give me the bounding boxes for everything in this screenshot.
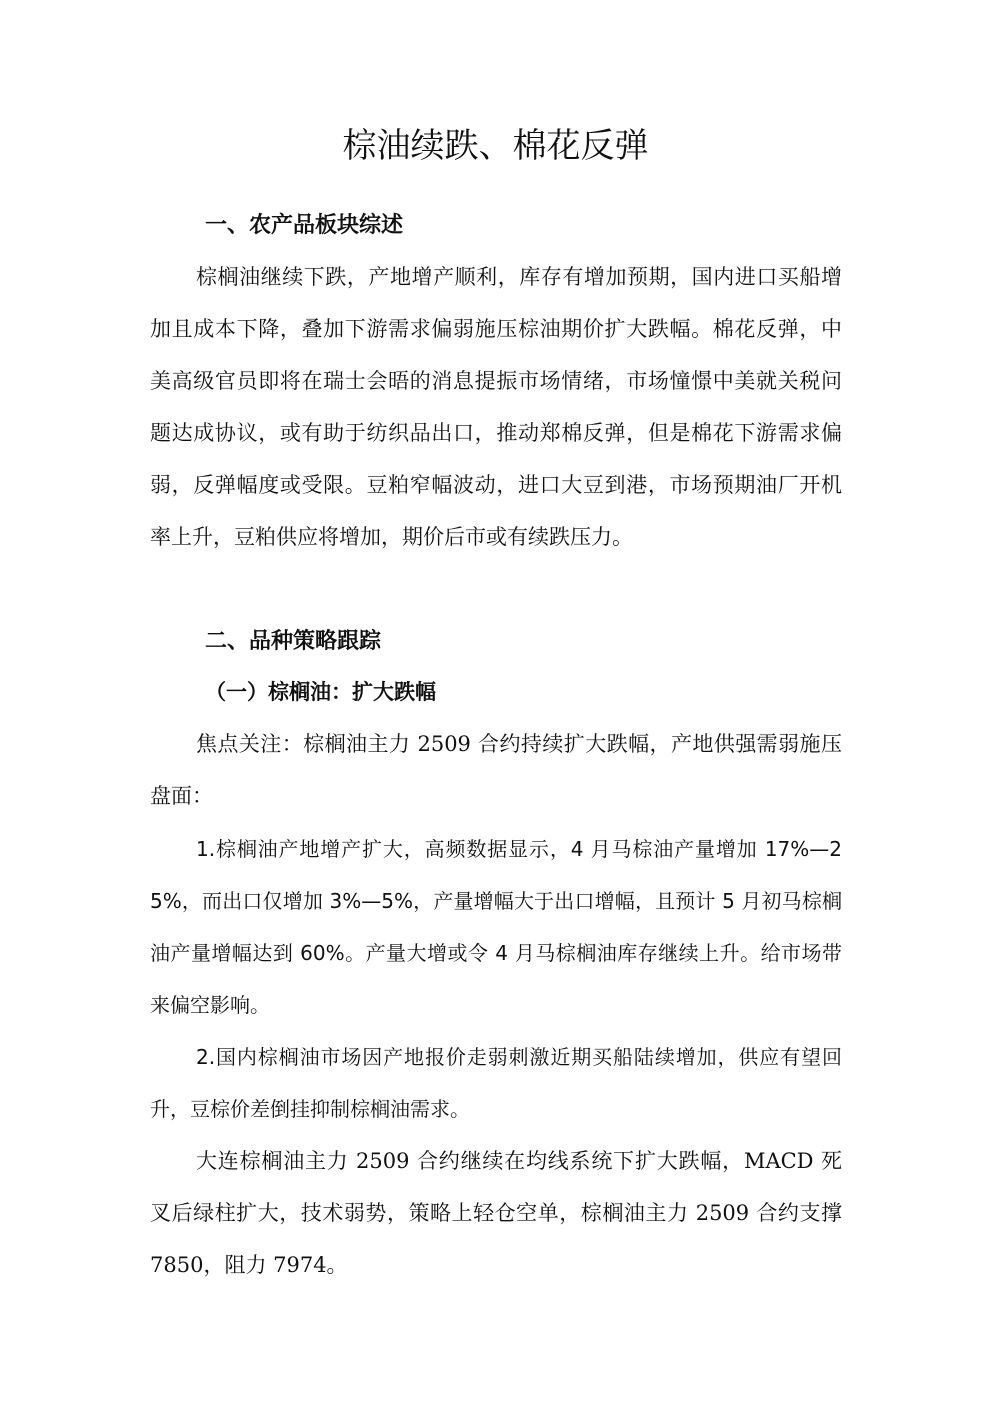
overview-paragraph: 棕榈油继续下跌，产地增产顺利，库存有增加预期，国内进口买船增加且成本下降，叠加下游需求偏弱施压棕油期价扩大跌幅。棉花反弹，中美高级官员即将在瑞士会晤的消息提振市场情绪，市场憧憬中美就关税问题达成协议，或有助于纺织品出口，推动郑棉反弹，但是棉花下游需求偏弱，反弹幅度或受限。豆粕窄幅波动，进口大豆到港，市场预期油厂开机率上升，豆粕供应将增加，期价后市或有续跌压力。 <box>150 265 842 549</box>
section-heading-strategy: 二、品种策略跟踪 <box>205 628 382 654</box>
page-title: 棕油续跌、棉花反弹 <box>342 126 649 166</box>
point-2-paragraph: 2.国内棕榈油市场因产地报价走弱刺激近期买船陆续增加，供应有望回升，豆棕价差倒挂抑制棕榈油需求。 <box>150 1045 842 1121</box>
focus-paragraph: 焦点关注：棕榈油主力 2509 合约持续扩大跌幅，产地供强需弱施压盘面： <box>150 732 842 808</box>
section-heading-overview: 一、农产品板块综述 <box>205 212 404 238</box>
strategy-paragraph: 大连棕榈油主力 2509 合约继续在均线系统下扩大跌幅，MACD 死叉后绿柱扩大，技术弱势，策略上轻仓空单，棕榈油主力 2509 合约支撑 7850，阻力 7974。 <box>150 1149 842 1277</box>
point-1-paragraph: 1.棕榈油产地增产扩大，高频数据显示，4 月马棕油产量增加 17%—25%，而出口仅增加 3%—5%，产量增幅大于出口增幅，且预计 5 月初马棕榈油产量增幅达到 60%。产量大增或令 4 月马棕榈油库存继续上升。给市场带来偏空影响。 <box>150 837 842 1017</box>
subsection-heading-palm-oil: （一）棕榈油：扩大跌幅 <box>205 679 436 704</box>
